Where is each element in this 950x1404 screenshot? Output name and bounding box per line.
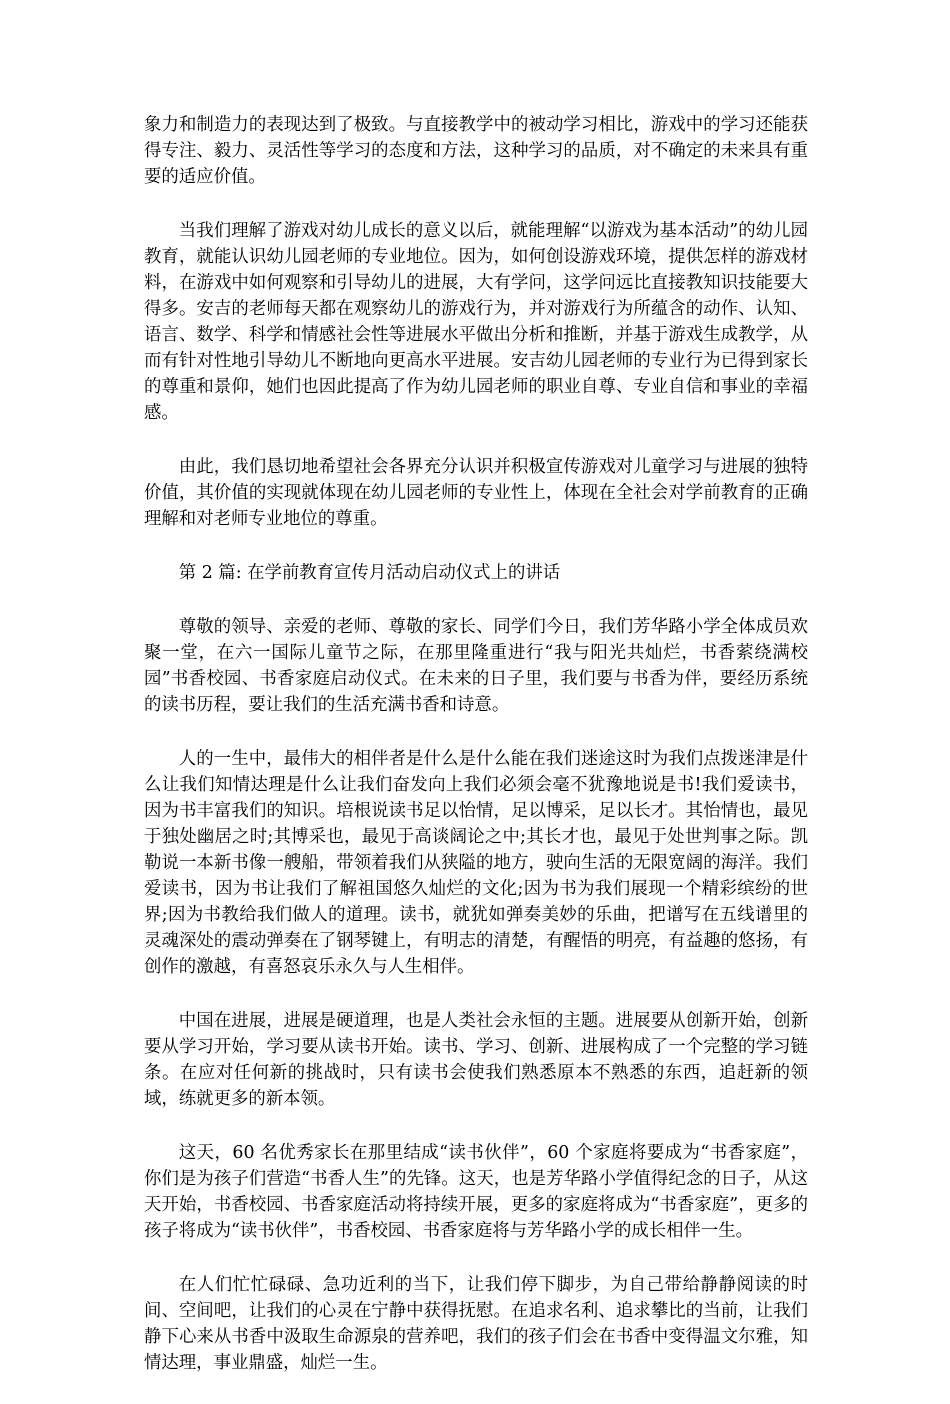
paragraph-greeting: 尊敬的领导、亲爱的老师、尊敬的家长、同学们今日，我们芳华路小学全体成员欢聚一堂，在六一国际儿童节之际，在那里隆重进行“我与阳光共灿烂，书香萦绕满校园”书香校园、书香家庭启动仪式。在未来的日子里，我们要与书香为伴，要经历系统的读书历程，要让我们的生活充满书香和诗意。 [144,617,808,715]
paragraph-china-development: 中国在进展，进展是硬道理，也是人类社会永恒的主题。进展要从创新开始，创新要从学习开始，学习要从读书开始。读书、学习、创新、进展构成了一个完整的学习链条。在应对任何新的挑战时，只有读书会使我们熟悉原本不熟悉的东西，追赶新的领域，练就更多的新本领。 [144,1011,808,1109]
paragraph-conclusion: 由此，我们恳切地希望社会各界充分认识并积极宣传游戏对儿童学习与进展的独特价值，其价值的实现就体现在幼儿园老师的专业性上，体现在全社会对学前教育的正确理解和对老师专业地位的尊重。 [144,457,808,529]
section-heading: 第 2 篇: 在学前教育宣传月活动启动仪式上的讲话 [178,563,561,583]
paragraph-reading-companion: 人的一生中，最伟大的相伴者是什么是什么能在我们迷途这时为我们点拨迷津是什么让我们知情达理是什么让我们奋发向上我们必须会毫不犹豫地说是书!我们爱读书，因为书丰富我们的知识。培根说读书足以怡情，足以博采，足以长才。其怡情也，最见于独处幽居之时;其博采也，最见于高谈阔论之中;其长才也，最见于处世判事之际。凯勒说一本新书像一艘船，带领着我们从狭隘的地方，驶向生活的无限宽阔的海洋。我们爱读书，因为书让我们了解祖国悠久灿烂的文化;因为书为我们展现一个精彩缤纷的世界;因为书教给我们做人的道理。读书，就犹如弹奏美妙的乐曲，把谱写在五线谱里的灵魂深处的震动弹奏在了钢琴键上，有明志的清楚，有醒悟的明亮，有益趣的悠扬，有创作的激越，有喜怒哀乐永久与人生相伴。 [144,749,808,977]
paragraph-teacher-profession: 当我们理解了游戏对幼儿成长的意义以后，就能理解“以游戏为基本活动”的幼儿园教育，就能认识幼儿园老师的专业地位。因为，如何创设游戏环境，提供怎样的游戏材料，在游戏中如何观察和引导幼儿的进展，大有学问，这学问远比直接教知识技能要大得多。安吉的老师每天都在观察幼儿的游戏行为，并对游戏行为所蕴含的动作、认知、语言、数学、科学和情感社会性等进展水平做出分析和推断，并基于游戏生成教学，从而有针对性地引导幼儿不断地向更高水平进展。安吉幼儿园老师的专业行为已得到家长的尊重和景仰，她们也因此提高了作为幼儿园老师的职业自尊、专业自信和事业的幸福感。 [144,221,808,423]
paragraph-continuation: 象力和制造力的表现达到了极致。与直接教学中的被动学习相比，游戏中的学习还能获得专注、毅力、灵活性等学习的态度和方法，这种学习的品质，对不确定的未来具有重要的适应价值。 [144,115,808,187]
paragraph-reading-partners: 这天，60 名优秀家长在那里结成“读书伙伴”，60 个家庭将要成为“书香家庭”，你们是为孩子们营造“书香人生”的先锋。这天，也是芳华路小学值得纪念的日子，从这天开始，书香校园、书香家庭活动将持续开展，更多的家庭将成为“书香家庭”，更多的孩子将成为“读书伙伴”，书香校园、书香家庭将与芳华路小学的成长相伴一生。 [144,1143,808,1241]
paragraph-closing: 在人们忙忙碌碌、急功近利的当下，让我们停下脚步，为自己带给静静阅读的时间、空间吧，让我们的心灵在宁静中获得抚慰。在追求名利、追求攀比的当前，让我们静下心来从书香中汲取生命源泉的营养吧，我们的孩子们会在书香中变得温文尔雅，知情达理，事业鼎盛，灿烂一生。 [144,1275,808,1373]
document-page [144,112,808,1404]
